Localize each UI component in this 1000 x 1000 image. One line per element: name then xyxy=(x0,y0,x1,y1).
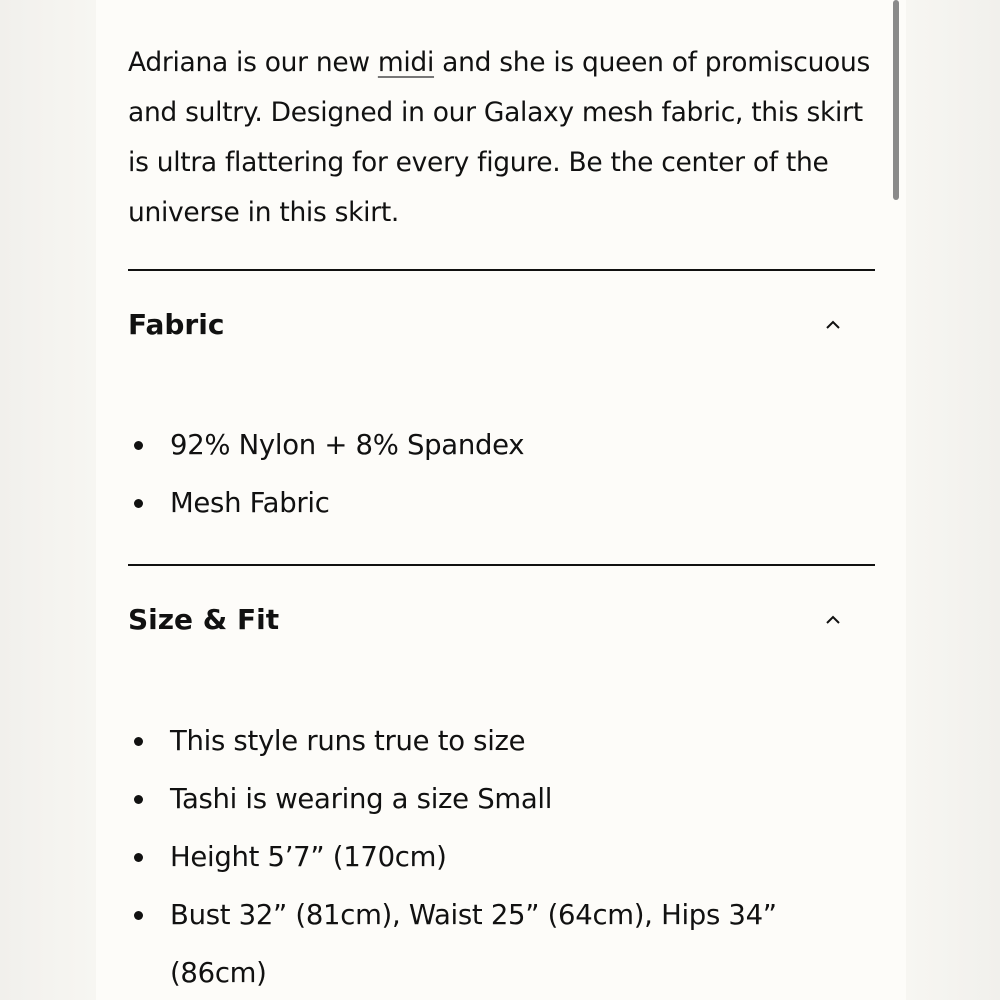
divider xyxy=(128,269,875,271)
list-item-text: Bust 32” (81cm), Waist 25” (64cm), Hips 34” (86cm) xyxy=(170,899,777,989)
list-item-text: This style runs true to size xyxy=(170,725,526,757)
bullet-icon xyxy=(134,911,143,920)
description-text-start: Adriana is our new xyxy=(128,47,378,78)
list-item xyxy=(128,770,875,828)
chevron-up-icon[interactable] xyxy=(821,610,845,630)
chevron-up-icon[interactable] xyxy=(821,315,845,335)
divider xyxy=(128,564,875,566)
list-item-text: 92% Nylon + 8% Spandex xyxy=(170,429,525,461)
list-item xyxy=(128,474,875,532)
list-item xyxy=(128,828,875,886)
list-item xyxy=(128,712,875,770)
bullet-icon xyxy=(134,441,143,450)
scrollbar-thumb[interactable] xyxy=(893,0,899,200)
bullet-icon xyxy=(134,795,143,804)
bullet-icon xyxy=(134,499,143,508)
right-backdrop xyxy=(906,0,1000,1000)
size-fit-list xyxy=(128,712,875,1000)
fabric-list xyxy=(128,416,875,532)
list-item-text: Mesh Fabric xyxy=(170,487,330,519)
list-item xyxy=(128,886,875,1000)
list-item-text: Tashi is wearing a size Small xyxy=(170,783,553,815)
midi-link[interactable]: midi xyxy=(377,47,435,78)
accordion-header-fabric[interactable] xyxy=(128,305,875,345)
left-backdrop xyxy=(0,0,96,1000)
list-item xyxy=(128,416,875,474)
product-description xyxy=(128,38,875,238)
section-title-size-fit: Size & Fit xyxy=(128,603,280,636)
list-item-text: Height 5’7” (170cm) xyxy=(170,841,447,873)
description-text-end: and she is queen of promiscuous and sultry. Designed in our Galaxy mesh fabric, this skirt is ultra flattering for every figure. Be the center of the universe in this skirt. xyxy=(128,47,870,228)
accordion-header-size-fit[interactable] xyxy=(128,600,875,640)
section-title-fabric: Fabric xyxy=(128,308,225,341)
bullet-icon xyxy=(134,737,143,746)
bullet-icon xyxy=(134,853,143,862)
